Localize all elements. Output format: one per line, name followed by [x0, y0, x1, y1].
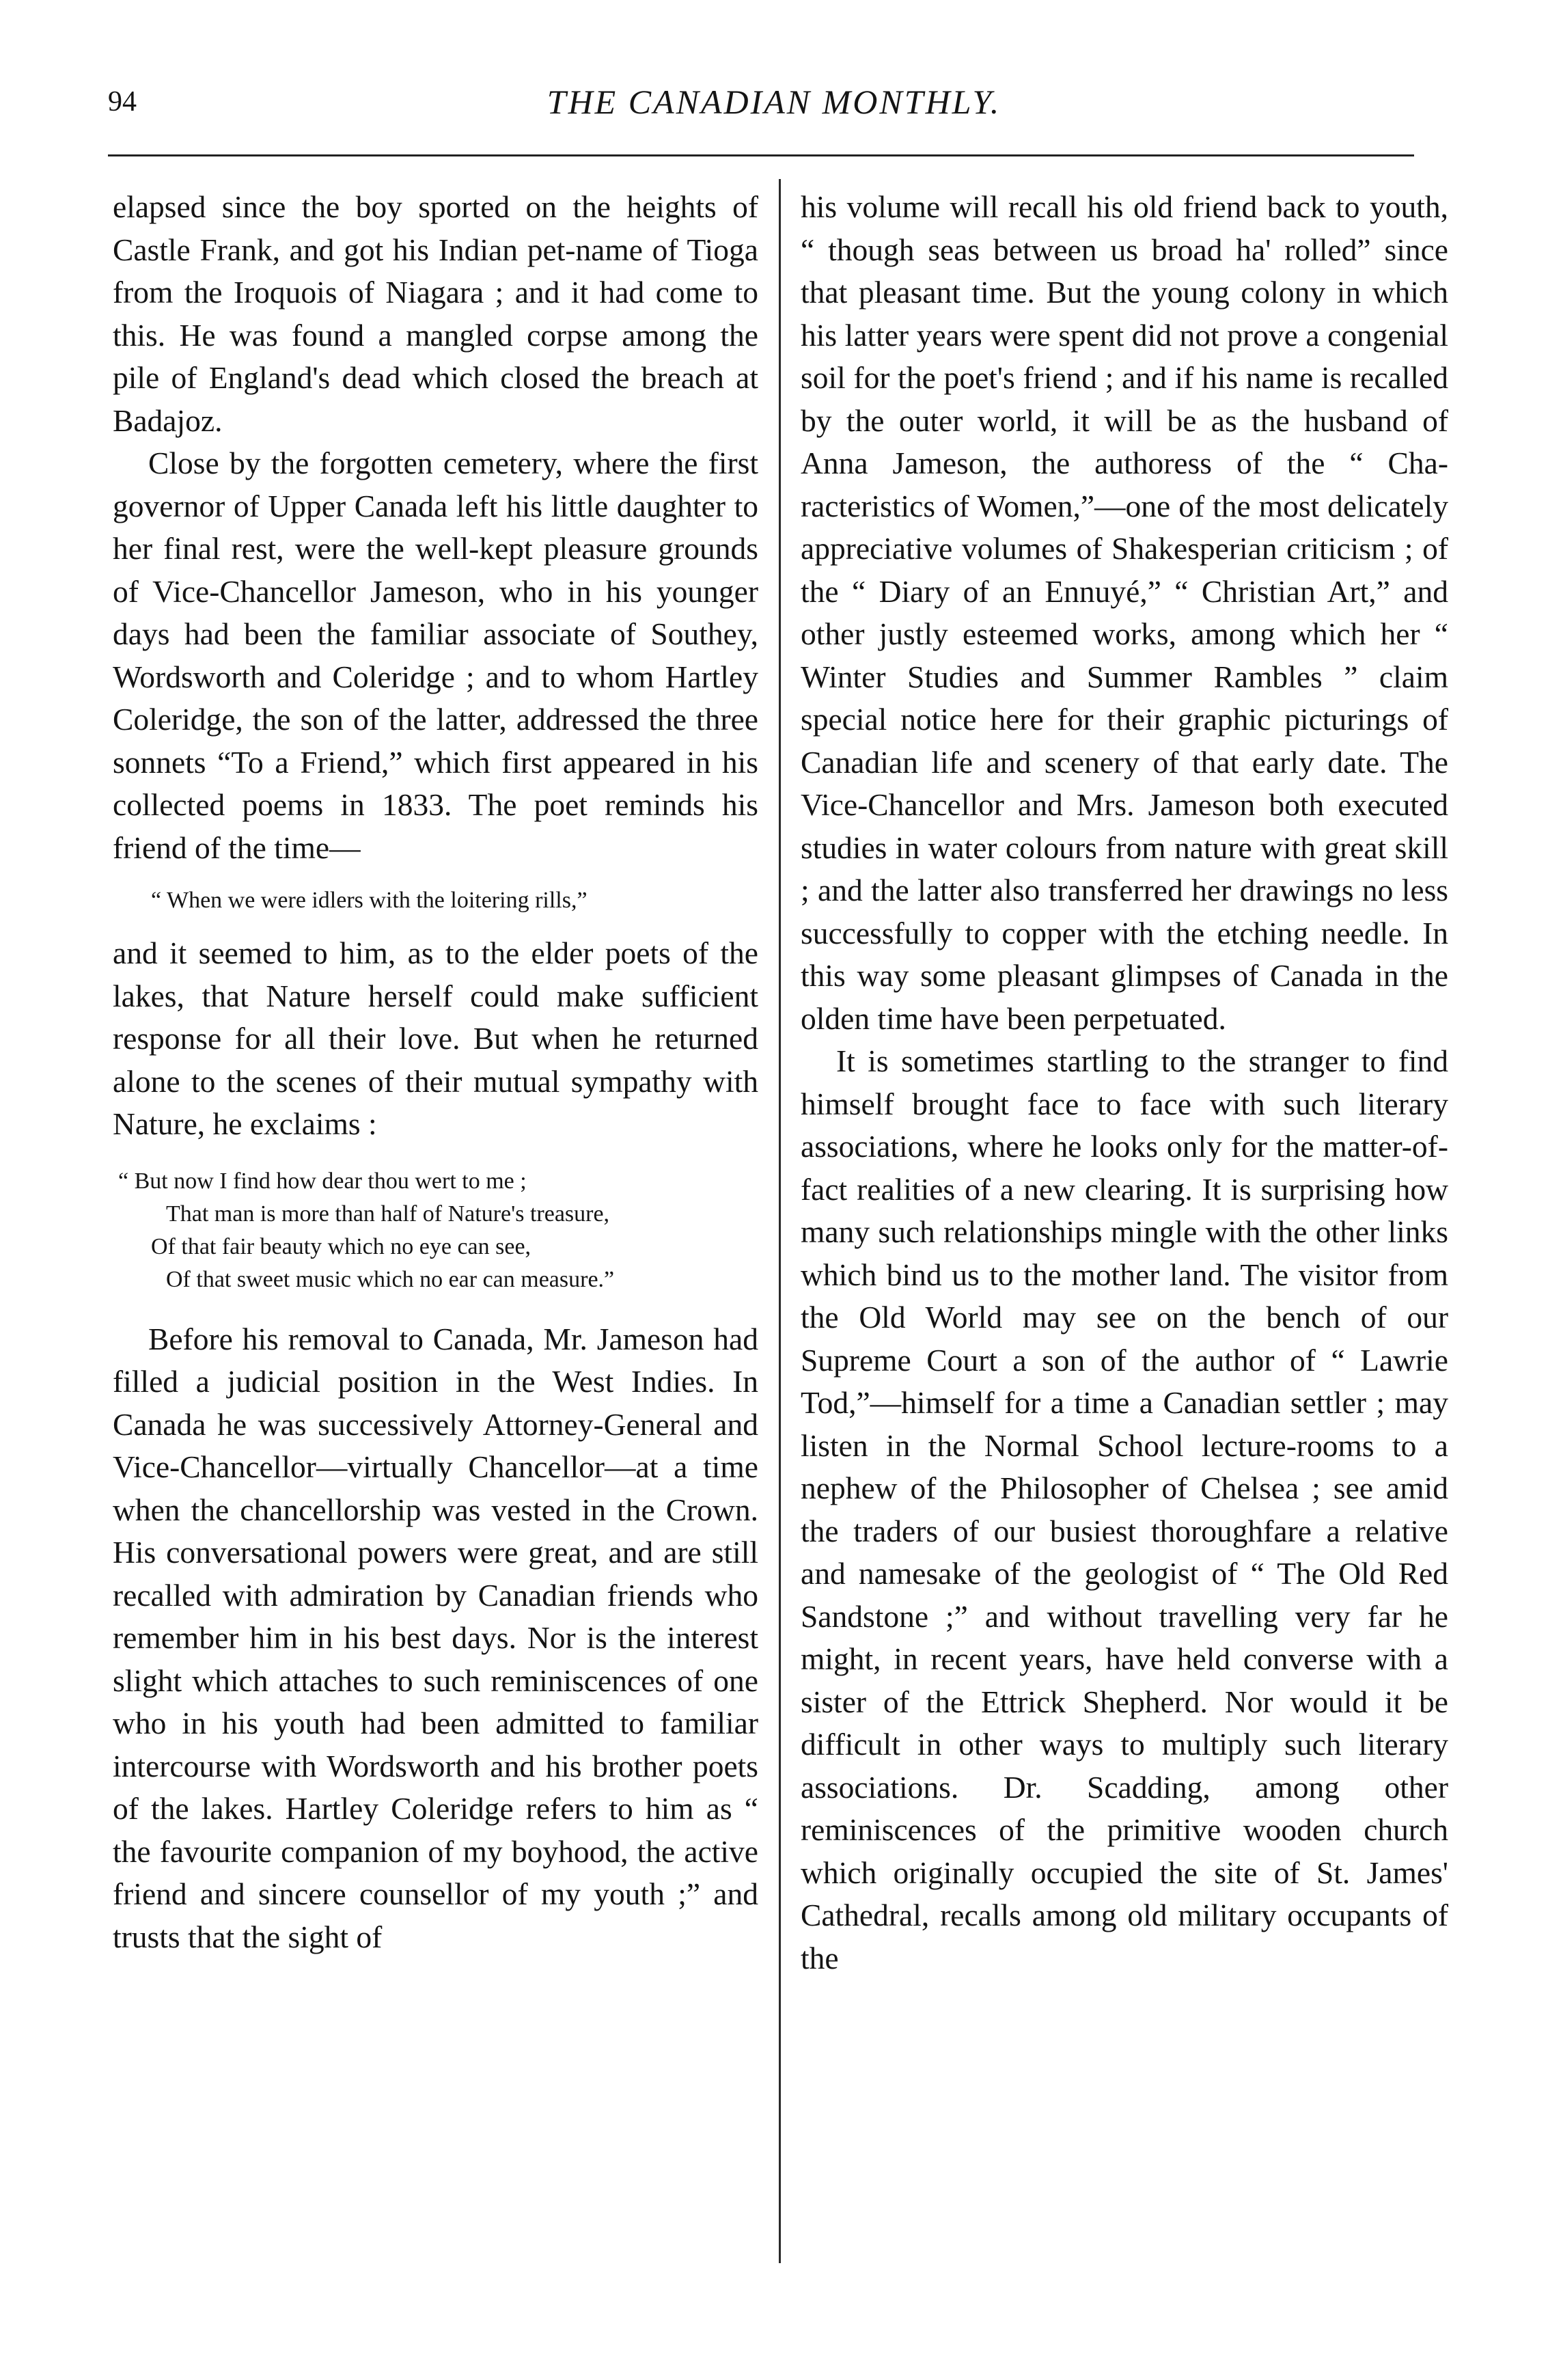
page-number: 94 — [108, 86, 137, 118]
running-title: THE CANADIAN MONTHLY. — [547, 83, 1001, 121]
column-divider — [779, 179, 781, 2263]
page-header — [0, 0, 1548, 150]
verse-line: That man is more than half of Nature's treasure, — [166, 1201, 610, 1227]
header-rule — [108, 154, 1414, 156]
verse-line: “ But now I find how dear thou wert to me ; — [118, 1168, 527, 1194]
paragraph: his volume will recall his old friend back to youth, “ though seas between us broad ha' rolled” since that pleasant time. But the young colony in which his latter years were spent did not prove a congenial soil for the poet's friend ; and if his name is recalled by the outer world, it will be as the husband of Anna Jameson, the authoress of the “ Characteristics of Women,”—one of the most delicately appreciative volumes of Shakesperian criticism ; of the “ Diary of an Ennuyé,” “ Christian Art,” and other justly esteemed works, among which her “ Winter Studies and Summer Rambles ” claim special notice here for their graphic picturings of Canadian life and scenery of that early date. The Vice-Chancellor and Mrs. Jameson both executed studies in water colours from nature with great skill ; and the latter also transferred her drawings no less successfully to copper with the etching needle. In this way some pleasant glimpses of Canada in the olden time have been perpetuated. — [801, 189, 1448, 1036]
verse-quote — [118, 1165, 758, 1296]
paragraph: and it seemed to him, as to the elder poets of the lakes, that Nature herself could make sufficient response for all their love. But when he returned alone to the scenes of their mutual sympathy with Nature, he exclaims : — [113, 935, 758, 1141]
left-column — [113, 186, 758, 1958]
paragraph: Before his removal to Canada, Mr. Jameson had filled a judicial position in the West Indies. In Canada he was successively Attorney-General and Vice-Chancellor—virtually Chancellor—at a time when the chancellorship was vested in the Crown. His conversational powers were great, and are still recalled with admiration by Canadian friends who remember him in his best days. Nor is the interest slight which attaches to such reminiscences of one who in his youth had been admitted to familiar intercourse with Wordsworth and his brother poets of the lakes. Hartley Coleridge refers to him as “ the favourite companion of my boyhood, the active friend and sincere counsellor of my youth ;” and trusts that the sight of — [113, 1321, 758, 1954]
verse-line: Of that fair beauty which no eye can see, — [151, 1233, 531, 1259]
verse-quote — [118, 884, 758, 917]
verse-line: “ When we were idlers with the loitering rills,” — [151, 888, 588, 913]
right-column — [801, 186, 1448, 1980]
paragraph: Close by the forgotten cemetery, where the first governor of Upper Canada left his little daughter to her final rest, were the well-kept pleasure grounds of Vice-Chancellor Jameson, who in his younger days had been the familiar associate of Southey, Wordsworth and Coleridge ; and to whom Hartley Coleridge, the son of the latter, addressed the three sonnets “To a Friend,” which first appeared in his collected poems in 1833. The poet reminds his friend of the time— — [113, 446, 758, 865]
paragraph: It is sometimes startling to the stranger to find himself brought face to face with such literary associations, where he looks only for the matter-of-fact realities of a new clearing. It is surprising how many such relationships mingle with the other links which bind us to the mother land. The visitor from the Old World may see on the bench of our Supreme Court a son of the author of “ Lawrie Tod,”—himself for a time a Canadian settler ; may listen in the Normal School lecture-rooms to a nephew of the Philosopher of Chelsea ; see amid the traders of our busiest thoroughfare a relative and namesake of the geologist of “ The Old Red Sandstone ;” and without travelling very far he might, in recent years, have held converse with a sister of the Ettrick Shepherd. Nor would it be difficult in other ways to multiply such literary associations. Dr. Scadding, among other reminiscences of the primitive wooden church which originally occupied the site of St. James' Cathedral, recalls among old military occupants of the — [801, 1043, 1448, 1975]
paragraph: elapsed since the boy sported on the heights of Castle Frank, and got his Indian pet-name of Tioga from the Iroquois of Niagara ; and it had come to this. He was found a mangled corpse among the pile of England's dead which closed the breach at Badajoz. — [113, 189, 758, 438]
verse-line: Of that sweet music which no ear can measure.” — [166, 1266, 615, 1292]
